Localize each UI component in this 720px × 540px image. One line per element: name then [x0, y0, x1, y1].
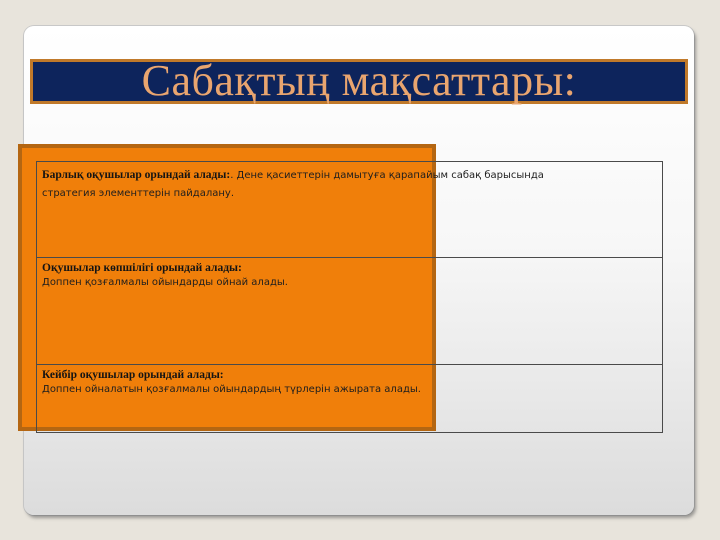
objective-heading: Оқушылар көпшілігі орындай алады:	[42, 262, 242, 274]
objective-text: Доппен қозғалмалы ойындарды ойнай алады.	[42, 277, 288, 288]
objective-heading: Кейбір оқушылар орындай алады:	[42, 369, 224, 381]
objective-text: Доппен ойналатын қозғалмалы ойындардың түрлерін ажырата алады.	[42, 384, 421, 395]
objective-row-all	[37, 162, 662, 258]
slide-title: Сабақтың мақсаттары:	[141, 56, 577, 105]
objective-text-continued: стратегия элементтерін пайдалану.	[42, 188, 234, 199]
objective-line	[42, 166, 658, 185]
objective-row-most	[37, 258, 662, 365]
objectives-table	[36, 161, 663, 433]
objective-text: . Дене қасиеттерін дамытуға қарапайым сабақ барысында	[230, 170, 544, 181]
objective-heading: Барлық оқушылар орындай алады:	[42, 169, 231, 181]
objective-row-some	[37, 365, 662, 432]
